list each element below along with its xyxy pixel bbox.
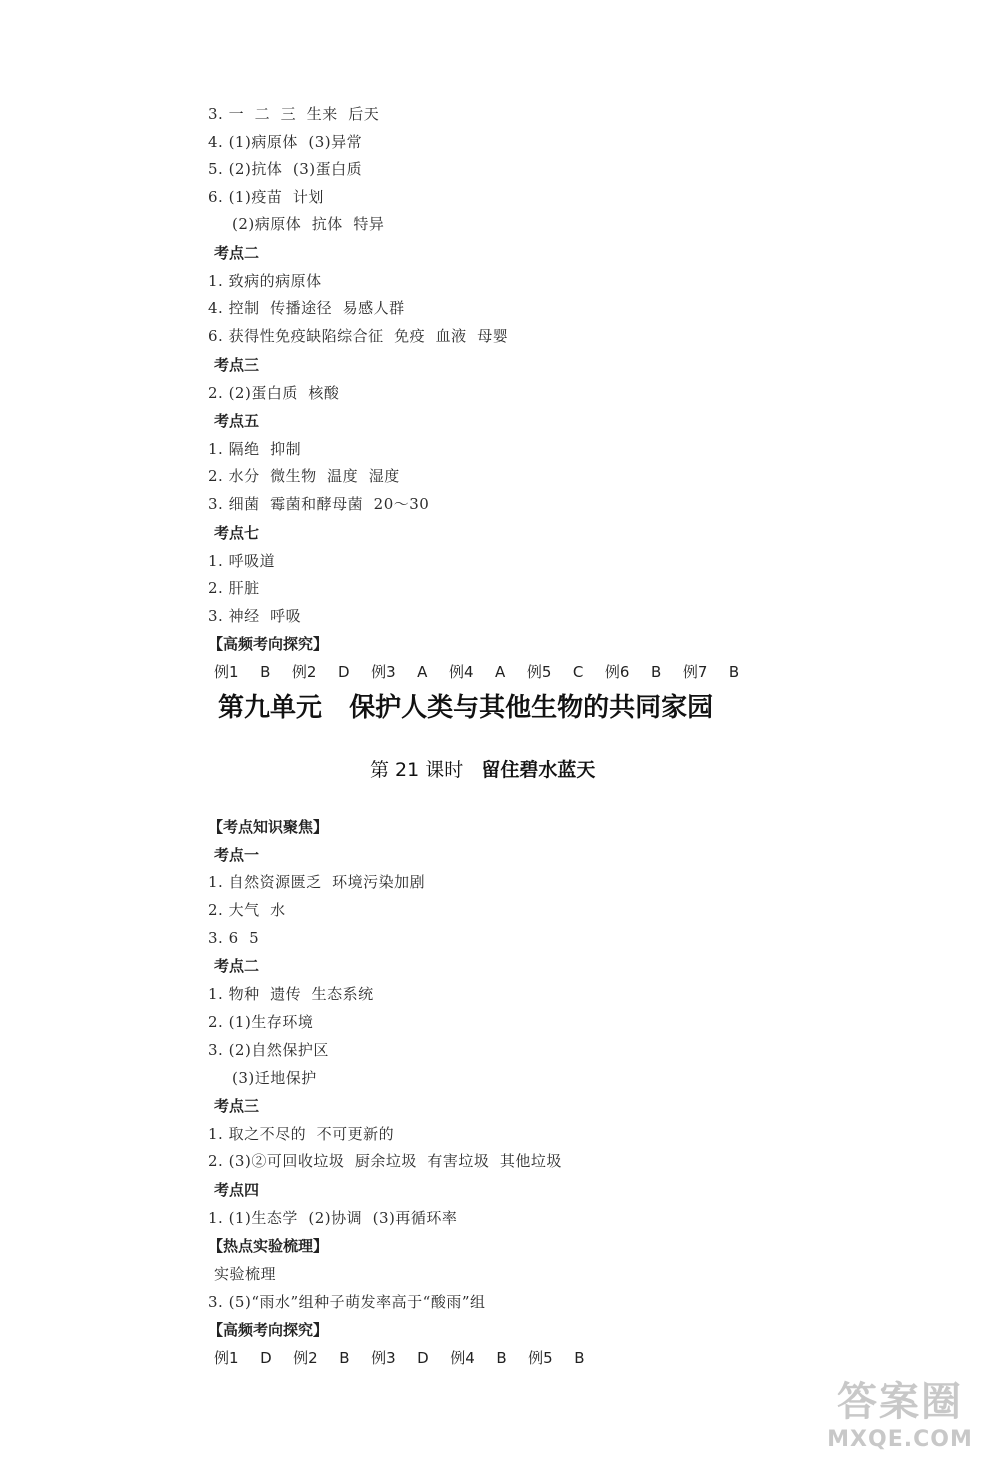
answer-line: 1. 呼吸道 bbox=[208, 552, 276, 570]
section-heading: 考点七 bbox=[214, 524, 260, 542]
answer-line: 5. (2)抗体 (3)蛋白质 bbox=[208, 160, 363, 178]
example-answers: 例1 D 例2 B 例3 D 例4 B 例5 B bbox=[214, 1349, 585, 1367]
lesson-title bbox=[370, 756, 670, 784]
answer-line: 1. 取之不尽的 不可更新的 bbox=[208, 1125, 395, 1143]
answer-line: 2. (3)②可回收垃圾 厨余垃圾 有害垃圾 其他垃圾 bbox=[208, 1152, 562, 1170]
answer-line: 6. (1)疫苗 计划 bbox=[208, 188, 324, 206]
answer-line: 2. (1)生存环境 bbox=[208, 1013, 314, 1031]
section-subheading: 实验梳理 bbox=[214, 1265, 277, 1283]
watermark-logo bbox=[815, 1378, 985, 1468]
section-heading: 考点五 bbox=[214, 412, 260, 430]
answer-line: (2)病原体 抗体 特异 bbox=[232, 215, 385, 233]
example-answers: 例1 B 例2 D 例3 A 例4 A 例5 C 例6 B 例7 B bbox=[214, 663, 740, 681]
answer-line: 3. 一 二 三 生来 后天 bbox=[208, 105, 380, 123]
section-heading: 【高频考向探究】 bbox=[208, 1321, 329, 1339]
section-heading: 【热点实验梳理】 bbox=[208, 1237, 329, 1255]
answer-line: 6. 获得性免疫缺陷综合征 免疫 血液 母婴 bbox=[208, 327, 509, 345]
answer-line: 2. 水分 微生物 温度 湿度 bbox=[208, 467, 400, 485]
section-heading: 考点三 bbox=[214, 1097, 260, 1115]
section-heading: 考点二 bbox=[214, 244, 260, 262]
answer-line: 1. 物种 遗传 生态系统 bbox=[208, 985, 374, 1003]
watermark-url: MXQE.COM bbox=[827, 1427, 973, 1452]
section-heading: 考点三 bbox=[214, 356, 260, 374]
section-heading: 考点二 bbox=[214, 957, 260, 975]
answer-line: 2. 肝脏 bbox=[208, 579, 260, 597]
answer-line: 3. 6 5 bbox=[208, 929, 260, 947]
unit-title: 第九单元 保护人类与其他生物的共同家园 bbox=[218, 693, 714, 723]
section-heading: 考点一 bbox=[214, 846, 260, 864]
answer-line: 1. 致病的病原体 bbox=[208, 272, 322, 290]
lesson-name: 留住碧水蓝天 bbox=[481, 759, 596, 781]
section-heading: 考点四 bbox=[214, 1181, 260, 1199]
answer-line: 1. 自然资源匮乏 环境污染加剧 bbox=[208, 873, 426, 891]
lesson-number: 第 21 课时 bbox=[370, 759, 464, 781]
answer-line: 4. (1)病原体 (3)异常 bbox=[208, 133, 363, 151]
answer-line: 2. 大气 水 bbox=[208, 901, 286, 919]
answer-line: 3. 细菌 霉菌和酵母菌 20～30 bbox=[208, 495, 430, 513]
answer-line: 3. 神经 呼吸 bbox=[208, 607, 302, 625]
section-heading: 【高频考向探究】 bbox=[208, 635, 329, 653]
answer-line: (3)迁地保护 bbox=[232, 1069, 317, 1087]
answer-line: 1. (1)生态学 (2)协调 (3)再循环率 bbox=[208, 1209, 458, 1227]
answer-line: 2. (2)蛋白质 核酸 bbox=[208, 384, 340, 402]
watermark-text: 答案圈 bbox=[837, 1379, 963, 1425]
answer-line: 3. (5)“雨水”组种子萌发率高于“酸雨”组 bbox=[208, 1293, 486, 1311]
answer-line: 1. 隔绝 抑制 bbox=[208, 440, 302, 458]
answer-line: 3. (2)自然保护区 bbox=[208, 1041, 329, 1059]
section-heading: 【考点知识聚焦】 bbox=[208, 818, 329, 836]
answer-line: 4. 控制 传播途径 易感人群 bbox=[208, 299, 405, 317]
